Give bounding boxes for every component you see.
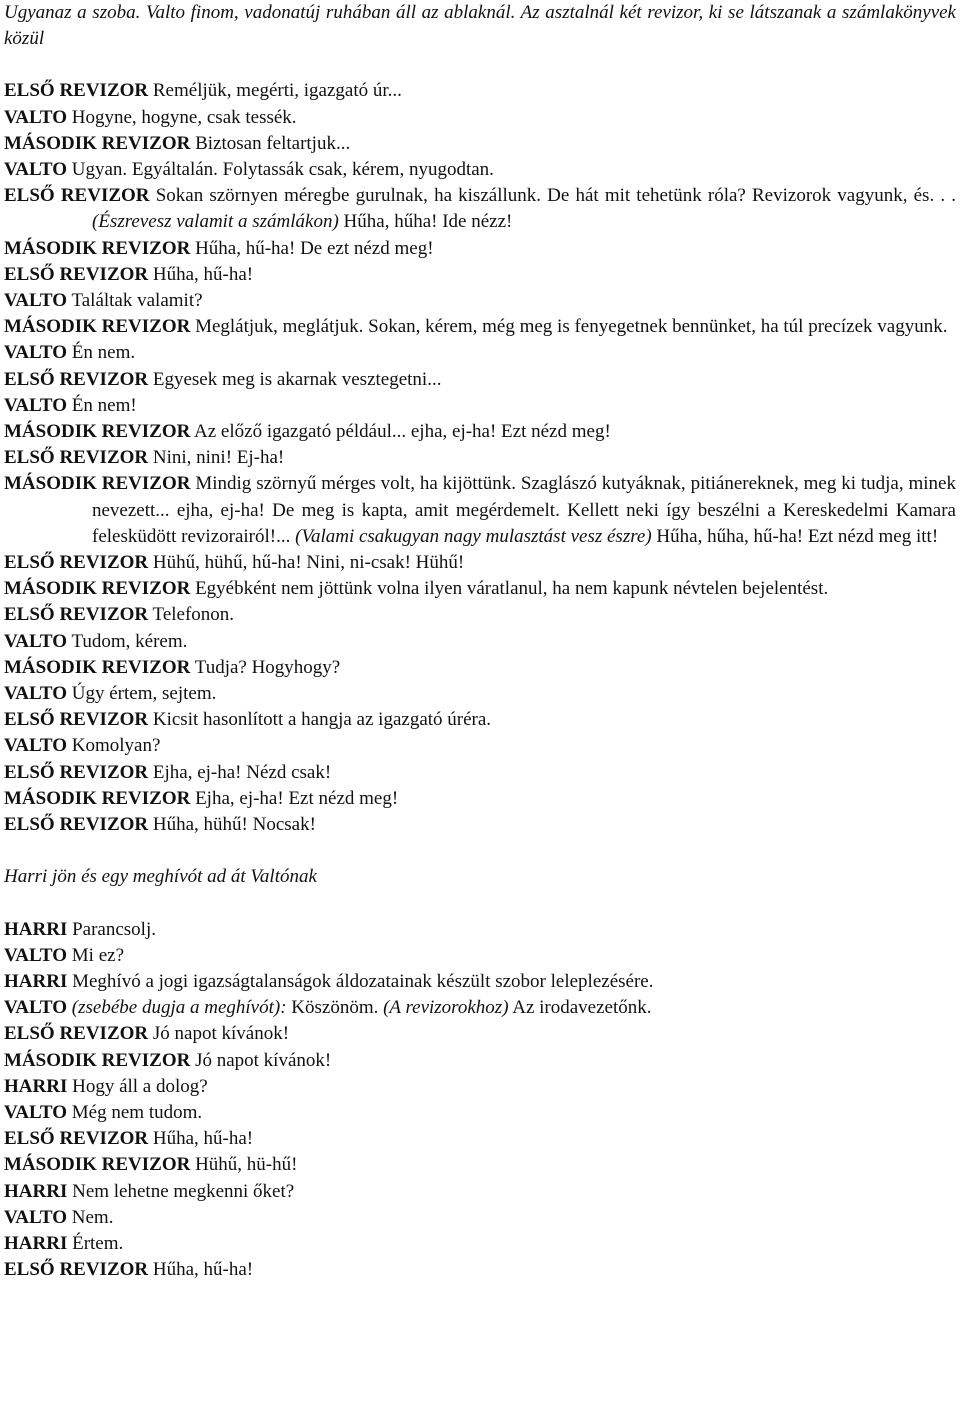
dialogue-line <box>4 105 956 131</box>
dialogue-text: Az irodavezetőnk. <box>508 997 652 1019</box>
dialogue-line <box>4 471 956 550</box>
dialogue-text: Hühű, hühű, hű-ha! Nini, ni-csak! Hühű! <box>152 552 465 574</box>
dialogue-text: Hűha, hű-ha! <box>152 1128 254 1150</box>
dialogue-text: Hogy áll a dolog? <box>72 1075 208 1097</box>
dialogue-line <box>4 655 956 681</box>
dialogue-line <box>4 1231 956 1257</box>
speaker-name: ELSŐ REVIZOR <box>4 761 149 783</box>
speaker-name: ELSŐ REVIZOR <box>4 1023 149 1045</box>
speaker-name: MÁSODIK REVIZOR <box>4 316 191 338</box>
dialogue-line <box>4 419 956 445</box>
dialogue-text: Nem lehetne megkenni őket? <box>72 1180 295 1202</box>
speaker-name: VALTO <box>4 944 68 966</box>
dialogue-text: Ugyan. Egyáltalán. Folytassák csak, kérem, nyugodtan. <box>71 159 494 181</box>
dialogue-line <box>4 236 956 262</box>
dialogue-text: Egyébként nem jöttünk volna ilyen váratlanul, ha nem kapunk névtelen bejelentést. <box>195 578 829 600</box>
speaker-name: VALTO <box>4 630 68 652</box>
dialogue-line <box>4 78 956 104</box>
speaker-name: MÁSODIK REVIZOR <box>4 132 191 154</box>
dialogue-text: Köszönöm. <box>286 997 384 1019</box>
dialogue-line <box>4 629 956 655</box>
speaker-name: VALTO <box>4 159 68 181</box>
speaker-name: ELSŐ REVIZOR <box>4 1128 149 1150</box>
speaker-name: ELSŐ REVIZOR <box>4 185 150 207</box>
dialogue-line <box>4 131 956 157</box>
dialogue-text: Az előző igazgató például... ejha, ej-ha! Ezt nézd meg! <box>194 421 611 443</box>
dialogue-text: Meglátjuk, meglátjuk. Sokan, kérem, még meg is fenyegetnek bennünket, ha túl precízek vagyunk. <box>195 316 948 338</box>
dialogue-text: Mi ez? <box>71 944 125 966</box>
speaker-name: ELSŐ REVIZOR <box>4 604 149 626</box>
dialogue-text: Hűha, hühű! Nocsak! <box>152 814 316 836</box>
speaker-name: HARRI <box>4 1075 68 1097</box>
dialogue-line <box>4 760 956 786</box>
speaker-name: ELSŐ REVIZOR <box>4 709 149 731</box>
speaker-name: MÁSODIK REVIZOR <box>4 421 191 443</box>
dialogue-text: Biztosan feltartjuk... <box>195 132 351 154</box>
dialogue-text: Hühű, hü-hű! <box>195 1154 298 1176</box>
speaker-name: MÁSODIK REVIZOR <box>4 237 191 259</box>
dialogue-text: Hűha, hű-ha! <box>152 263 254 285</box>
stage-direction-inline: (A revizorokhoz) <box>383 997 509 1019</box>
dialogue-line <box>4 314 956 340</box>
dialogue-text: Úgy értem, sejtem. <box>71 683 217 705</box>
speaker-name: MÁSODIK REVIZOR <box>4 656 191 678</box>
dialogue-line <box>4 1126 956 1152</box>
dialogue-line <box>4 602 956 628</box>
dialogue-text: Értem. <box>72 1232 124 1254</box>
speaker-name: MÁSODIK REVIZOR <box>4 578 191 600</box>
dialogue-line <box>4 1021 956 1047</box>
dialogue-line <box>4 1257 956 1283</box>
speaker-name: HARRI <box>4 1232 68 1254</box>
dialogue-line <box>4 445 956 471</box>
dialogue-line <box>4 262 956 288</box>
dialogue-line <box>4 733 956 759</box>
speaker-name: VALTO <box>4 997 68 1019</box>
dialogue-text: Telefonon. <box>152 604 235 626</box>
speaker-name: ELSŐ REVIZOR <box>4 814 149 836</box>
dialogue-text: Reméljük, megérti, igazgató úr... <box>152 80 402 102</box>
speaker-name: ELSŐ REVIZOR <box>4 263 149 285</box>
dialogue-text: Hogyne, hogyne, csak tessék. <box>71 106 297 128</box>
dialogue-text: Találtak valamit? <box>71 290 203 312</box>
dialogue-text: Kicsit hasonlított a hangja az igazgató úréra. <box>152 709 492 731</box>
speaker-name: MÁSODIK REVIZOR <box>4 1154 191 1176</box>
speaker-name: ELSŐ REVIZOR <box>4 1259 149 1281</box>
stage-direction-inline: (zsebébe dugja a meghívót): <box>71 997 287 1019</box>
dialogue-line <box>4 995 956 1021</box>
dialogue-line <box>4 367 956 393</box>
dialogue-text: Sokan szörnyen méregbe gurulnak, ha kiszállunk. De hát mit tehetünk róla? Revizorok vagyunk, és. . . <box>155 185 957 207</box>
dialogue-text: Jó napot kívánok! <box>152 1023 290 1045</box>
speaker-name: MÁSODIK REVIZOR <box>4 787 191 809</box>
dialogue-line <box>4 1205 956 1231</box>
dialogue-text: Még nem tudom. <box>71 1101 203 1123</box>
dialogue-text: Nem. <box>71 1206 114 1228</box>
speaker-name: VALTO <box>4 1101 68 1123</box>
dialogue-text: Én nem! <box>71 394 137 416</box>
dialogue-line <box>4 550 956 576</box>
dialogue-line <box>4 707 956 733</box>
dialogue-text: Hűha, hű-ha! <box>152 1259 254 1281</box>
dialogue-text: Jó napot kívánok! <box>195 1049 332 1071</box>
dialogue-line <box>4 1074 956 1100</box>
dialogue-text: Komolyan? <box>71 735 161 757</box>
speaker-name: VALTO <box>4 290 68 312</box>
dialogue-line <box>4 1048 956 1074</box>
speaker-name: MÁSODIK REVIZOR <box>4 473 191 495</box>
dialogue-line <box>4 183 956 235</box>
speaker-name: ELSŐ REVIZOR <box>4 368 149 390</box>
speaker-name: VALTO <box>4 106 68 128</box>
dialogue-text: Mindig szörnyű mérges volt, ha kijöttünk. Szaglászó kutyáknak, pitiánereknek, meg ki tudja, minek nevezett... ejha, ej-ha! De meg is kapta, amit megérdemelt. Kellett neki így beszélni a Kereskedelmi Kamara felesküdött revizorairól!... <box>92 473 956 547</box>
spacer <box>4 891 956 917</box>
dialogue-line <box>4 340 956 366</box>
dialogue-line <box>4 681 956 707</box>
dialogue-line <box>4 393 956 419</box>
speaker-name: ELSŐ REVIZOR <box>4 80 149 102</box>
dialogue-line <box>4 288 956 314</box>
dialogue-text: Én nem. <box>71 342 136 364</box>
dialogue-line <box>4 943 956 969</box>
speaker-name: VALTO <box>4 1206 68 1228</box>
dialogue-text: Tudja? Hogyhogy? <box>194 656 341 678</box>
dialogue-text: Hűha, hű-ha! De ezt nézd meg! <box>195 237 434 259</box>
speaker-name: VALTO <box>4 342 68 364</box>
stage-direction-inline: (Valami csakugyan nagy mulasztást vesz észre) <box>295 525 652 547</box>
dialogue-line <box>4 1179 956 1205</box>
dialogue-text: Nini, nini! Ej-ha! <box>152 447 285 469</box>
speaker-name: ELSŐ REVIZOR <box>4 552 149 574</box>
dialogue-line <box>4 812 956 838</box>
dialogue-text: Ejha, ej-ha! Ezt nézd meg! <box>195 787 399 809</box>
dialogue-line <box>4 786 956 812</box>
dialogue-line <box>4 1152 956 1178</box>
speaker-name: VALTO <box>4 394 68 416</box>
spacer <box>4 838 956 864</box>
speaker-name: MÁSODIK REVIZOR <box>4 1049 191 1071</box>
dialogue-block-2 <box>4 917 956 1284</box>
dialogue-block-1 <box>4 78 956 838</box>
dialogue-text: Tudom, kérem. <box>71 630 188 652</box>
dialogue-text: Parancsolj. <box>72 918 156 940</box>
speaker-name: HARRI <box>4 1180 68 1202</box>
dialogue-text: Hűha, hűha, hű-ha! Ezt nézd meg itt! <box>651 525 939 547</box>
speaker-name: ELSŐ REVIZOR <box>4 447 149 469</box>
speaker-name: HARRI <box>4 970 68 992</box>
speaker-name: VALTO <box>4 735 68 757</box>
stage-direction-middle: Harri jön és egy meghívót ad át Valtónak <box>4 866 317 888</box>
dialogue-text: Egyesek meg is akarnak vesztegetni... <box>152 368 442 390</box>
speaker-name: VALTO <box>4 683 68 705</box>
dialogue-line <box>4 576 956 602</box>
dialogue-line <box>4 157 956 183</box>
dialogue-text: Ejha, ej-ha! Nézd csak! <box>152 761 332 783</box>
dialogue-line <box>4 969 956 995</box>
speaker-name: HARRI <box>4 918 68 940</box>
stage-direction-inline: (Észrevesz valamit a számlákon) <box>92 211 339 233</box>
spacer <box>4 52 956 78</box>
dialogue-line <box>4 1100 956 1126</box>
dialogue-text: Meghívó a jogi igazságtalanságok áldozatainak készült szobor leleplezésére. <box>72 970 654 992</box>
dialogue-text: Hűha, hűha! Ide nézz! <box>338 211 513 233</box>
stage-direction-opening: Ugyanaz a szoba. Valto finom, vadonatúj ruhában áll az ablaknál. Az asztalnál két revizor, ki se látszanak a számlakönyvek közül <box>4 2 956 50</box>
dialogue-line <box>4 917 956 943</box>
